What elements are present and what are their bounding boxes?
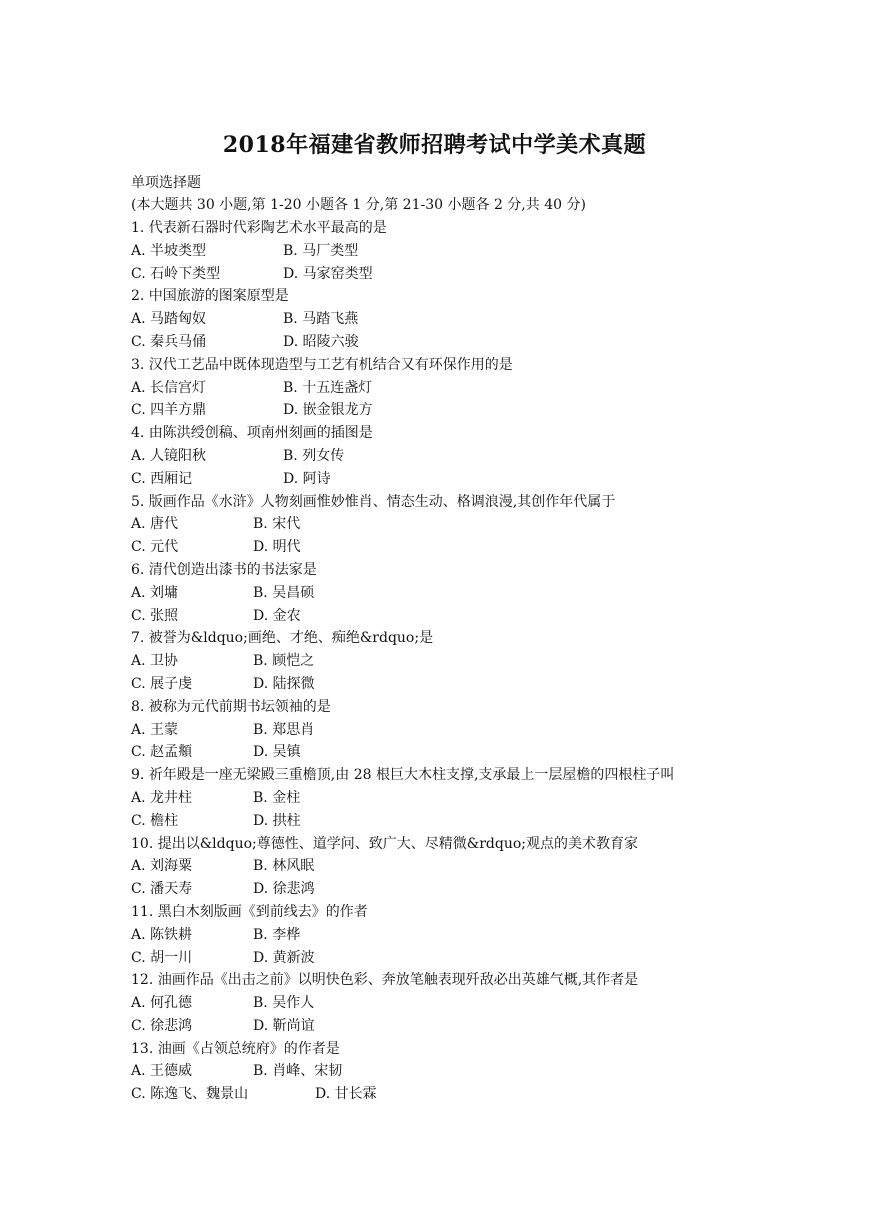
option-row [131, 924, 811, 947]
option-row [131, 878, 811, 901]
option-row [131, 855, 811, 878]
option-row [131, 331, 811, 354]
option-row [131, 377, 811, 400]
question-stem: 10. 提出以&ldquo;尊德性、道学问、致广大、尽精微&rdquo;观点的美术教育家 [131, 835, 638, 852]
answer-option: D. 拱柱 [253, 812, 301, 829]
question-stem: 9. 祈年殿是一座无梁殿三重檐顶,由 28 根巨大木柱支撑,支承最上一层屋檐的四根柱子叫 [131, 767, 675, 784]
answer-option: B. 吴作人 [253, 995, 315, 1012]
answer-option: D. 明代 [253, 539, 301, 556]
answer-option: B. 列女传 [283, 447, 345, 464]
answer-option: A. 刘墉 [131, 584, 179, 601]
answer-option: B. 十五连盏灯 [283, 379, 373, 396]
option-row [131, 992, 811, 1015]
answer-option: D. 嵌金银龙方 [283, 402, 373, 419]
section-note: (本大题共 30 小题,第 1-20 小题各 1 分,第 21-30 小题各 2 分,共 40 分) [131, 197, 586, 213]
answer-option: B. 马厂类型 [283, 242, 359, 259]
question-stem: 6. 清代创造出漆书的书法家是 [131, 561, 317, 578]
answer-option: C. 陈逸飞、魏景山 [131, 1086, 249, 1103]
answer-option: B. 李桦 [253, 926, 301, 943]
option-row [131, 741, 811, 764]
answer-option: A. 长信宫灯 [131, 379, 207, 396]
answer-option: A. 刘海粟 [131, 858, 193, 875]
option-row [131, 468, 811, 491]
answer-option: A. 王蒙 [131, 721, 179, 738]
option-row [131, 399, 811, 422]
answer-option: A. 半坡类型 [131, 242, 207, 259]
question-stem: 7. 被誉为&ldquo;画绝、才绝、痴绝&rdquo;是 [131, 630, 434, 647]
answer-option: D. 昭陵六骏 [283, 333, 359, 350]
answer-option: A. 卫协 [131, 653, 179, 670]
answer-option: B. 肖峰、宋韧 [253, 1063, 343, 1080]
answer-option: C. 潘天寿 [131, 881, 193, 898]
answer-option: C. 西厢记 [131, 470, 193, 487]
option-row [131, 1083, 811, 1106]
answer-option: D. 吴镇 [253, 744, 301, 761]
answer-option: A. 陈铁耕 [131, 926, 193, 943]
option-row [131, 263, 811, 286]
answer-option: B. 郑思肖 [253, 721, 315, 738]
question-stem: 5. 版画作品《水浒》人物刻画惟妙惟肖、情态生动、格调浪漫,其创作年代属于 [131, 493, 616, 510]
answer-option: C. 四羊方鼎 [131, 402, 207, 419]
answer-option: D. 金农 [253, 607, 301, 624]
option-row [131, 582, 811, 605]
answer-option: C. 徐悲鸿 [131, 1017, 193, 1034]
option-row [131, 787, 811, 810]
answer-option: D. 徐悲鸿 [253, 881, 315, 898]
section-heading: 单项选择题 [131, 175, 201, 191]
question-stem: 3. 汉代工艺品中既体现造型与工艺有机结合又有环保作用的是 [131, 356, 513, 373]
option-row [131, 673, 811, 696]
answer-option: A. 龙井柱 [131, 789, 193, 806]
answer-option: A. 王德威 [131, 1063, 193, 1080]
answer-option: D. 甘长霖 [315, 1086, 377, 1103]
question-stem: 12. 油画作品《出击之前》以明快色彩、奔放笔触表现歼敌必出英雄气概,其作者是 [131, 972, 639, 989]
option-row [131, 308, 811, 331]
answer-option: B. 马踏飞燕 [283, 311, 359, 328]
option-row [131, 650, 811, 673]
answer-option: C. 元代 [131, 539, 179, 556]
question-stem: 13. 油画《占领总统府》的作者是 [131, 1040, 340, 1057]
answer-option: C. 胡一川 [131, 949, 193, 966]
answer-option: A. 何孔德 [131, 995, 193, 1012]
answer-option: C. 展子虔 [131, 675, 193, 692]
option-row [131, 513, 811, 536]
answer-option: C. 赵孟頫 [131, 744, 193, 761]
answer-option: C. 檐柱 [131, 812, 179, 829]
answer-option: C. 石岭下类型 [131, 265, 221, 282]
answer-option: B. 金柱 [253, 789, 301, 806]
question-stem: 11. 黑白木刻版画《到前线去》的作者 [131, 903, 368, 920]
option-row [131, 536, 811, 559]
answer-option: D. 马家窑类型 [283, 265, 373, 282]
question-list [131, 217, 811, 1106]
answer-option: B. 吴昌硕 [253, 584, 315, 601]
answer-option: B. 林风眠 [253, 858, 315, 875]
answer-option: A. 人镜阳秋 [131, 447, 207, 464]
answer-option: D. 黄新波 [253, 949, 315, 966]
question-stem: 1. 代表新石器时代彩陶艺术水平最高的是 [131, 220, 387, 236]
option-row [131, 445, 811, 468]
option-row [131, 947, 811, 970]
option-row [131, 1060, 811, 1083]
answer-option: A. 马踏匈奴 [131, 311, 207, 328]
question-stem: 2. 中国旅游的图案原型是 [131, 288, 289, 305]
option-row [131, 240, 811, 263]
answer-option: C. 张照 [131, 607, 179, 624]
option-row [131, 810, 811, 833]
question-stem: 8. 被称为元代前期书坛领袖的是 [131, 698, 331, 715]
option-row [131, 1015, 811, 1038]
answer-option: C. 秦兵马俑 [131, 333, 207, 350]
answer-option: B. 宋代 [253, 516, 301, 533]
answer-option: D. 陆探微 [253, 675, 315, 692]
answer-option: B. 顾恺之 [253, 653, 315, 670]
option-row [131, 605, 811, 628]
option-row [131, 719, 811, 742]
page-title: 2018年福建省教师招聘考试中学美术真题 [222, 132, 647, 158]
question-stem: 4. 由陈洪绶创稿、项南州刻画的插图是 [131, 425, 373, 442]
answer-option: D. 靳尚谊 [253, 1017, 315, 1034]
answer-option: D. 阿诗 [283, 470, 331, 487]
answer-option: A. 唐代 [131, 516, 179, 533]
